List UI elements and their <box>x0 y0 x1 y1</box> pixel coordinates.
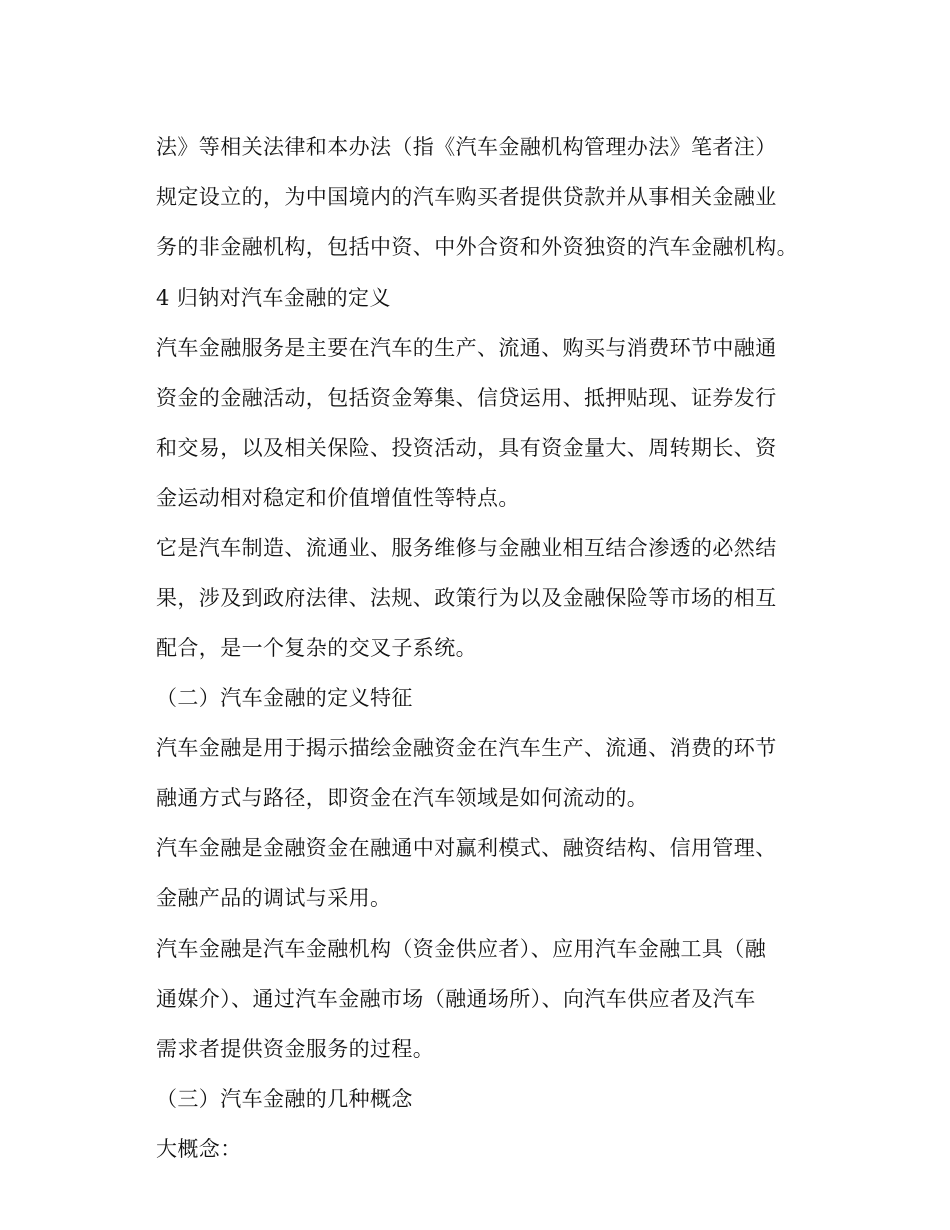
text-line: 它是汽车制造、流通业、服务维修与金融业相互结合渗透的必然结 <box>156 536 777 560</box>
text-line: 务的非金融机构，包括中资、中外合资和外资独资的汽车金融机构。 <box>156 235 798 259</box>
text-line: 汽车金融是金融资金在融通中对赢利模式、融资结构、信用管理、 <box>156 836 777 860</box>
text-line: 规定设立的，为中国境内的汽车购买者提供贷款并从事相关金融业 <box>156 185 777 209</box>
text-line: 大概念： <box>156 1137 242 1161</box>
text-line: 果，涉及到政府法律、法规、政策行为以及金融保险等市场的相互 <box>156 586 777 610</box>
text-line: 需求者提供资金服务的过程。 <box>156 1037 435 1061</box>
text-line: 资金的金融活动，包括资金筹集、信贷运用、抵押贴现、证券发行 <box>156 386 777 410</box>
section-heading: （三）汽车金融的几种概念 <box>156 1087 413 1111</box>
text-line: 和交易，以及相关保险、投资活动，具有资金量大、周转期长、资 <box>156 436 777 460</box>
text-line: 法》等相关法律和本办法（指《汽车金融机构管理办法》笔者注） <box>156 135 777 159</box>
text-line: 汽车金融服务是主要在汽车的生产、流通、购买与消费环节中融通 <box>156 336 777 360</box>
section-heading: 4 归钠对汽车金融的定义 <box>156 286 391 310</box>
text-line: 汽车金融是汽车金融机构（资金供应者）、应用汽车金融工具（融 <box>156 937 767 961</box>
section-heading: （二）汽车金融的定义特征 <box>156 686 413 710</box>
text-line: 通媒介）、通过汽车金融市场（融通场所）、向汽车供应者及汽车 <box>156 987 756 1011</box>
text-line: 配合，是一个复杂的交叉子系统。 <box>156 636 477 660</box>
text-line: 金运动相对稳定和价值增值性等特点。 <box>156 486 520 510</box>
text-line: 融通方式与路径，即资金在汽车领域是如何流动的。 <box>156 786 649 810</box>
text-line: 金融产品的调试与采用。 <box>156 886 392 910</box>
text-line: 汽车金融是用于揭示描绘金融资金在汽车生产、流通、消费的环节 <box>156 736 777 760</box>
